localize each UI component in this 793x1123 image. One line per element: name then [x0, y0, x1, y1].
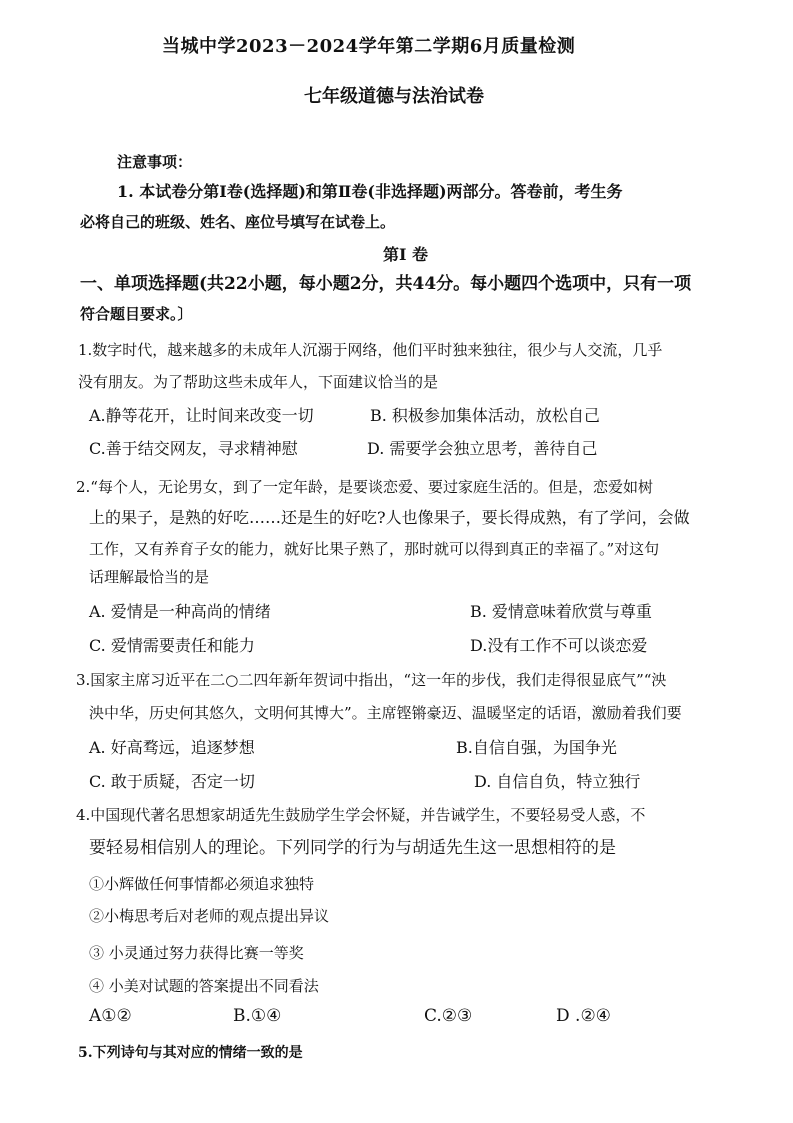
q3-option-c: C. 敢于质疑，否定一切	[89, 772, 255, 791]
q4-statement-4: ④ 小美对试题的答案提出不同看法	[89, 977, 319, 995]
q2-stem-line-3: 工作，又有养育子女的能力，就好比果子熟了，那时就可以得到真正的幸福了。”对这句	[89, 540, 660, 558]
q2-option-b: B. 爱情意味着欣赏与尊重	[470, 602, 652, 621]
q4-option-a: A①②	[89, 1006, 132, 1026]
q4-option-b: B.①④	[233, 1006, 282, 1026]
q1-option-d: D. 需要学会独立思考，善待自己	[367, 439, 598, 458]
q3-stem-line-2: 泱中华，历史何其悠久，文明何其博大”。主席铿锵豪迈、温暖坚定的话语，激励着我们要	[89, 704, 682, 722]
q4-stem-line-1: 4.中国现代著名思想家胡适先生鼓励学生学会怀疑，并告诫学生，不要轻易受人惑，不	[76, 806, 646, 824]
q2-option-d: D.没有工作不可以谈恋爱	[470, 636, 648, 655]
q1-option-b: B. 积极参加集体活动，放松自己	[370, 406, 600, 425]
q1-stem-line-1: 1.数字时代，越来越多的未成年人沉溺于网络，他们平时独来独往，很少与人交流，几乎	[78, 341, 663, 359]
q1-stem-line-2: 没有朋友。为了帮助这些未成年人，下面建议恰当的是	[78, 373, 439, 391]
exam-title: 当城中学2023－2024学年第二学期6月质量检测	[162, 36, 576, 57]
q3-option-d: D. 自信自负，特立独行	[474, 772, 641, 791]
section-1-heading-line-1: 一、单项选择题(共22小题，每小题2分，共44分。每小题四个选项中，只有一项	[80, 274, 692, 294]
q3-stem-line-1: 3.国家主席习近平在二○二四年新年贺词中指出，“这一年的步伐，我们走得很显底气”“泱	[76, 671, 667, 689]
q3-option-a: A. 好高骛远，追逐梦想	[89, 738, 255, 757]
q4-option-d: D .②④	[556, 1006, 611, 1026]
notes-heading: 注意事项：	[117, 153, 193, 171]
q4-option-c: C.②③	[424, 1006, 473, 1026]
q2-stem-line-4: 话理解最恰当的是	[89, 568, 210, 586]
notes-item-1-line-1: 1. 本试卷分第I卷(选择题)和第Ⅱ卷(非选择题)两部分。答卷前，考生务	[117, 182, 623, 201]
q4-statement-2: ②小梅思考后对老师的观点提出异议	[89, 907, 330, 925]
q5-stem-line-1: 5.下列诗句与其对应的情绪一致的是	[78, 1045, 303, 1061]
q3-option-b: B.自信自强，为国争光	[456, 738, 617, 757]
q2-option-c: C. 爱情需要责任和能力	[89, 636, 255, 655]
q4-statement-1: ①小辉做任何事情都必须追求独特	[89, 875, 315, 893]
exam-subtitle: 七年级道德与法治试卷	[304, 86, 484, 107]
notes-item-1-line-2: 必将自己的班级、姓名、座位号填写在试卷上。	[80, 213, 396, 231]
q4-stem-line-2: 要轻易相信别人的理论。下列同学的行为与胡适先生这一思想相符的是	[89, 838, 616, 858]
q2-stem-line-2: 上的果子，是熟的好吃……还是生的好吃?人也像果子，要长得成熟，有了学问，会做	[89, 508, 690, 527]
section-1-heading-line-2: 符合题目要求。〕	[80, 305, 193, 323]
q2-option-a: A. 爱情是一种高尚的情绪	[89, 602, 271, 621]
q4-statement-3: ③ 小灵通过努力获得比赛一等奖	[89, 944, 304, 962]
q1-option-c: C.善于结交网友，寻求精神慰	[89, 439, 298, 458]
q1-option-a: A.静等花开，让时间来改变一切	[89, 406, 314, 425]
part-1-title: 第I 卷	[383, 245, 429, 264]
q2-stem-line-1: 2.“每个人，无论男女，到了一定年龄，是要谈恋爱、要过家庭生活的。但是，恋爱如树	[76, 478, 653, 496]
